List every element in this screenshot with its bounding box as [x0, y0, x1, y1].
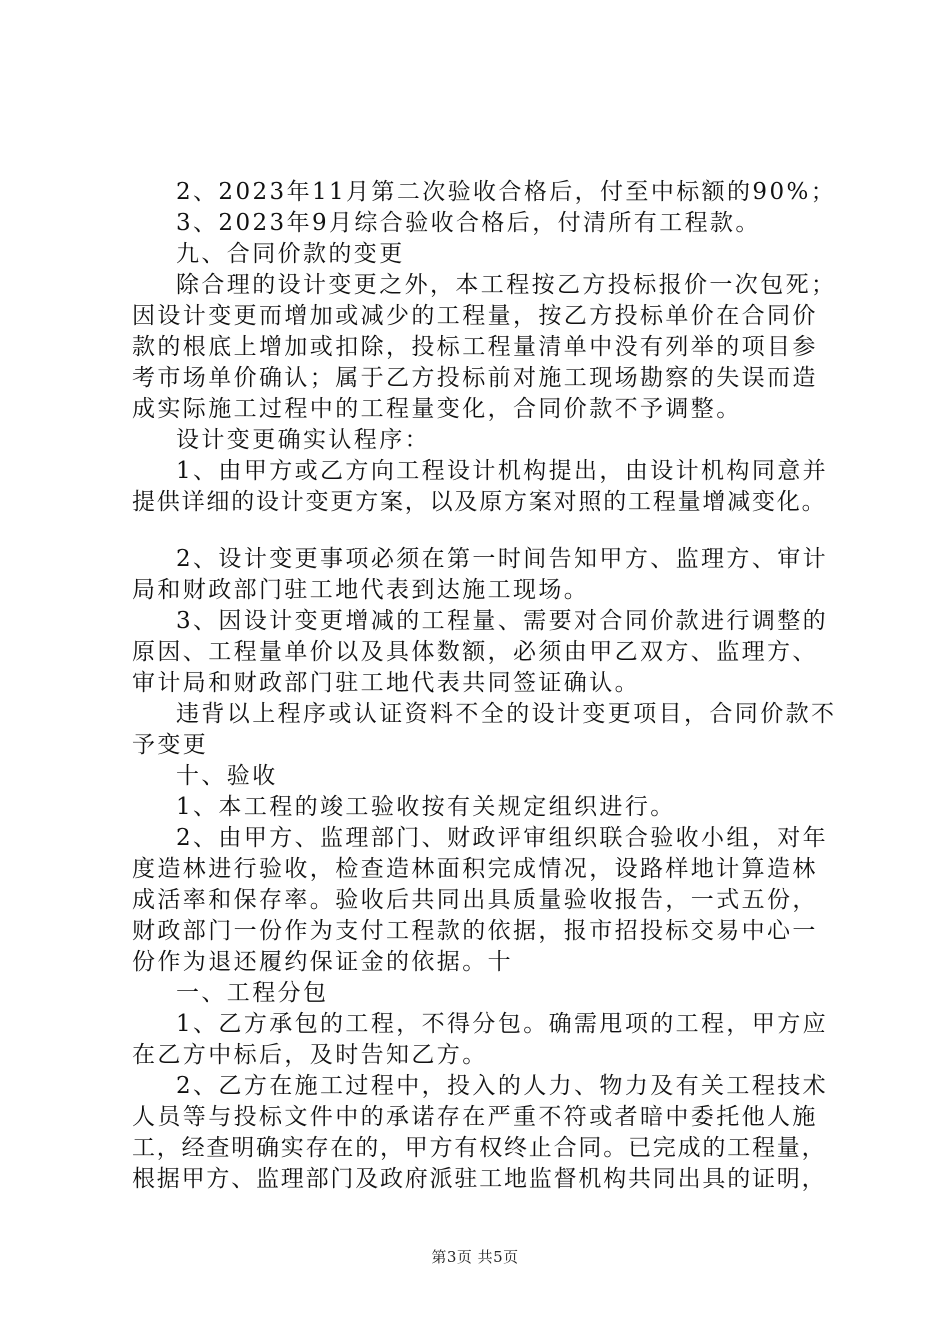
text-line: 违背以上程序或认证资料不全的设计变更项目，合同价款不: [176, 701, 837, 727]
text-line: 工，经查明确实存在的，甲方有权终止合同。已完成的工程量，: [132, 1135, 827, 1161]
text-line: 审计局和财政部门驻工地代表共同签证确认。: [132, 670, 640, 696]
text-line: 因设计变更而增加或减少的工程量，按乙方投标单价在合同价: [132, 303, 818, 329]
text-line: 成实际施工过程中的工程量变化，合同价款不予调整。: [132, 396, 742, 422]
text-line: 在乙方中标后，及时告知乙方。: [132, 1042, 488, 1068]
section-heading: 十、验收: [176, 763, 278, 789]
text-line: 根据甲方、监理部门及政府派驻工地监督机构共同出具的证明，: [132, 1166, 827, 1192]
section-heading: 九、合同价款的变更: [176, 241, 405, 267]
text-line: 财政部门一份作为支付工程款的依据，报市招投标交易中心一: [132, 918, 818, 944]
page-number: 第3页 共5页: [431, 1248, 519, 1266]
text-line: 提供详细的设计变更方案，以及原方案对照的工程量增减变化。: [132, 489, 827, 515]
text-line: 2、乙方在施工过程中，投入的人力、物力及有关工程技术: [176, 1073, 829, 1099]
text-line: 份作为退还履约保证金的依据。十: [132, 949, 513, 975]
text-line: 局和财政部门驻工地代表到达施工现场。: [132, 577, 590, 603]
text-line: 2、由甲方、监理部门、财政评审组织联合验收小组，对年: [176, 825, 829, 851]
text-line: 款的根底上增加或扣除，投标工程量清单中没有列举的项目参: [132, 334, 818, 360]
text-line: 2、设计变更事项必须在第一时间告知甲方、监理方、审计: [176, 546, 829, 572]
text-line: 1、由甲方或乙方向工程设计机构提出，由设计机构同意并: [176, 458, 829, 484]
text-line: 2、2023年11月第二次验收合格后，付至中标额的90%；: [176, 179, 837, 205]
text-line: 3、2023年9月综合验收合格后，付清所有工程款。: [176, 210, 761, 236]
text-line: 3、因设计变更增减的工程量、需要对合同价款进行调整的: [176, 608, 829, 634]
section-heading: 一、工程分包: [176, 980, 329, 1006]
text-line: 予变更: [132, 732, 209, 758]
text-line: 成活率和保存率。验收后共同出具质量验收报告，一式五份，: [132, 887, 818, 913]
text-line: 1、乙方承包的工程，不得分包。确需甩项的工程，甲方应: [176, 1011, 829, 1037]
text-line: 考市场单价确认；属于乙方投标前对施工现场勘察的失误而造: [132, 365, 818, 391]
text-line: 人员等与投标文件中的承诺存在严重不符或者暗中委托他人施: [132, 1104, 818, 1130]
text-line: 除合理的设计变更之外，本工程按乙方投标报价一次包死；: [176, 272, 837, 298]
text-line: 设计变更确实认程序：: [176, 427, 430, 453]
text-line: 度造林进行验收，检查造林面积完成情况，设路样地计算造林: [132, 856, 818, 882]
text-line: 原因、工程量单价以及具体数额，必须由甲乙双方、监理方、: [132, 639, 818, 665]
text-line: 1、本工程的竣工验收按有关规定组织进行。: [176, 794, 676, 820]
